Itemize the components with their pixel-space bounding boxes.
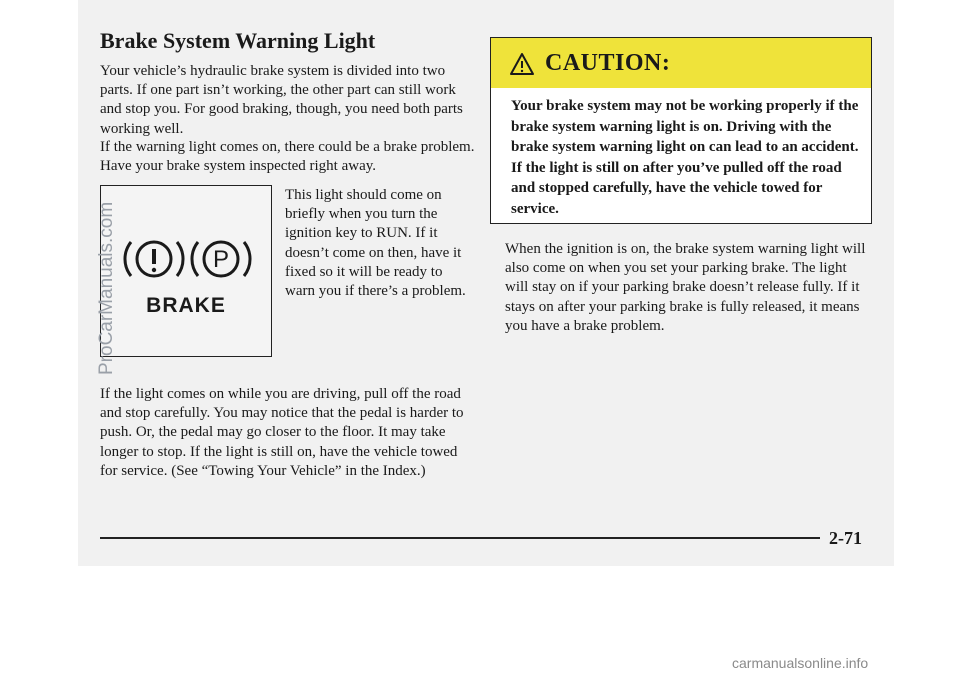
parking-brake-p-icon [192,242,250,276]
side-watermark: ProCarManuals.com [96,201,117,375]
brake-label: BRAKE [146,294,226,317]
warning-triangle-icon [509,52,535,76]
brake-indicator-illustration [100,185,272,357]
caution-text: Your brake system may not be working properly if the brake system warning light is on. Driving with the brake system warning light on can lead to an accident. If the light is still on after you’ve pulled off the road and stopped carefully, have the vehicle towed for service. [511,98,859,217]
indicator-description: This light should come on briefly when you turn the ignition key to RUN. If it doesn’t come on then, have it fixed so it will be ready to warn you if there’s a problem. [285,187,466,300]
brake-exclamation-icon [125,242,183,276]
caution-header [491,38,871,88]
page-number: 2-71 [829,528,862,548]
caution-title: CAUTION: [545,50,671,76]
bottom-watermark: carmanualsonline.info [732,655,869,671]
footer-rule [100,537,820,539]
brake-symbols-icon [101,186,271,296]
driving-paragraph: If the light comes on while you are driving, pull off the road and stop carefully. You may notice that the pedal is harder to push. Or, the pedal may go closer to the floor. It may take longer to stop. If the light is still on, have the vehicle towed for service. (See “Towing Your Vehicle” in the Index.) [100,386,464,479]
parking-brake-paragraph: When the ignition is on, the brake system warning light will also come on when you set your parking brake. The light will stay on if your parking brake doesn’t release fully. If it stays on after your parking brake is fully released, it means you have a brake problem. [505,241,866,334]
intro-paragraph: Your vehicle’s hydraulic brake system is divided into two parts. If one part isn’t working, the other part can still work and stop you. For good braking, though, you need both parts working well. [100,63,463,137]
warning-paragraph: If the warning light comes on, there could be a brake problem. Have your brake system inspected right away. [100,139,475,175]
section-title: Brake System Warning Light [100,28,376,53]
caution-box [490,37,872,224]
svg-text:P: P [212,246,230,273]
